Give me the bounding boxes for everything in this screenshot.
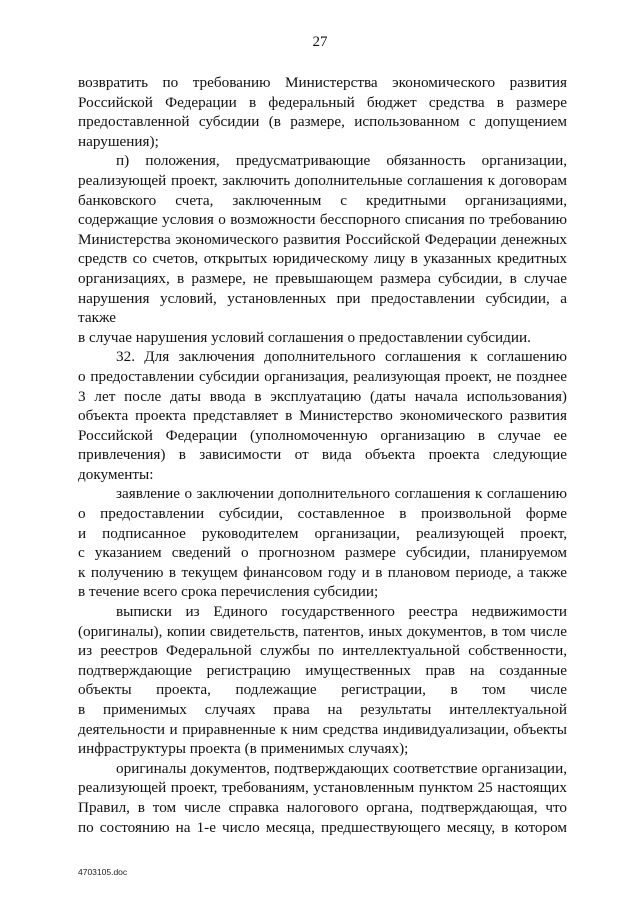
- text-line: документы:: [78, 465, 154, 483]
- text-line: с указанием сведений о прогнозном размере субсидии, планируемом: [78, 544, 567, 562]
- text-line: заявление о заключении дополнительного соглашения к соглашению: [116, 485, 567, 503]
- text-line: Правил, в том числе справка налогового органа, подтверждающая, что: [78, 798, 567, 816]
- text-line: Министерства экономического развития Российской Федерации денежных: [78, 230, 567, 248]
- text-line: возвратить по требованию Министерства экономического развития: [78, 74, 567, 91]
- text-line: Российской Федерации (уполномоченную организацию в случае ее: [78, 426, 567, 444]
- text-line: банковского счета, заключенным с кредитными организациями,: [78, 191, 567, 209]
- text-line: в течение всего срока перечисления субсидии;: [78, 583, 379, 601]
- text-line: о предоставлении субсидии организация, реализующая проект, не позднее: [78, 367, 567, 385]
- text-line: подтверждающие регистрацию имущественных прав на созданные: [78, 661, 567, 679]
- text-line: Российской Федерации в федеральный бюджет средства в размере: [78, 93, 567, 111]
- page-number: 27: [312, 34, 328, 50]
- text-line: объекты проекта, подлежащие регистрации, в том числе: [78, 681, 567, 699]
- text-line: к получению в текущем финансовом году и в плановом периоде, а также: [78, 563, 567, 581]
- text-line: о предоставлении субсидии, составленное в произвольной форме: [78, 505, 567, 523]
- footer-file-code: 4703105.doc: [78, 867, 128, 877]
- text-line: из реестров Федеральной службы по интеллектуальной собственности,: [78, 642, 567, 660]
- text-line: выписки из Единого государственного реестра недвижимости: [116, 603, 567, 621]
- text-line: содержащие условия о возможности бесспорного списания по требованию: [78, 211, 567, 229]
- text-line: оригиналы документов, подтверждающих соответствие организации,: [116, 759, 567, 777]
- text-line: нарушения условий, установленных при предоставлении субсидии, а также: [78, 289, 567, 327]
- text-line: реализующей проект, заключить дополнительные соглашения к договорам: [78, 171, 567, 189]
- text-line: и подписанное руководителем организации, реализующей проект,: [78, 524, 567, 542]
- text-line: организациях, в размере, не превышающем размера субсидии, в случае: [78, 269, 567, 287]
- text-line: предоставленной субсидии (в размере, использованном с допущением: [78, 113, 567, 131]
- text-line: в применимых случаях права на результаты интеллектуальной: [78, 701, 567, 718]
- text-line: привлечения) в зависимости от вида объекта проекта следующие: [78, 446, 567, 464]
- text-line: нарушения);: [78, 132, 159, 150]
- text-line: 3 лет после даты ввода в эксплуатацию (даты начала использования): [78, 387, 567, 405]
- text-line: деятельности и приравненные к ним средства индивидуализации, объекты: [78, 720, 567, 738]
- text-line: (оригиналы), копии свидетельств, патентов, иных документов, в том числе: [78, 622, 567, 640]
- text-line: п) положения, предусматривающие обязанность организации,: [116, 152, 567, 170]
- text-line: реализующей проект, требованиям, установленным пунктом 25 настоящих: [78, 779, 567, 797]
- document-body: [78, 73, 567, 837]
- text-line: по состоянию на 1-е число месяца, предшествующего месяцу, в котором: [78, 818, 567, 836]
- text-line: в случае нарушения условий соглашения о предоставлении субсидии.: [78, 328, 531, 346]
- text-line: средств со счетов, открытых юридическому лицу в указанных кредитных: [78, 250, 567, 268]
- text-line: инфраструктуры проекта (в применимых случаях);: [78, 740, 409, 758]
- text-line: 32. Для заключения дополнительного соглашения к соглашению: [116, 348, 567, 366]
- text-line: объекта проекта представляет в Министерство экономического развития: [78, 407, 567, 425]
